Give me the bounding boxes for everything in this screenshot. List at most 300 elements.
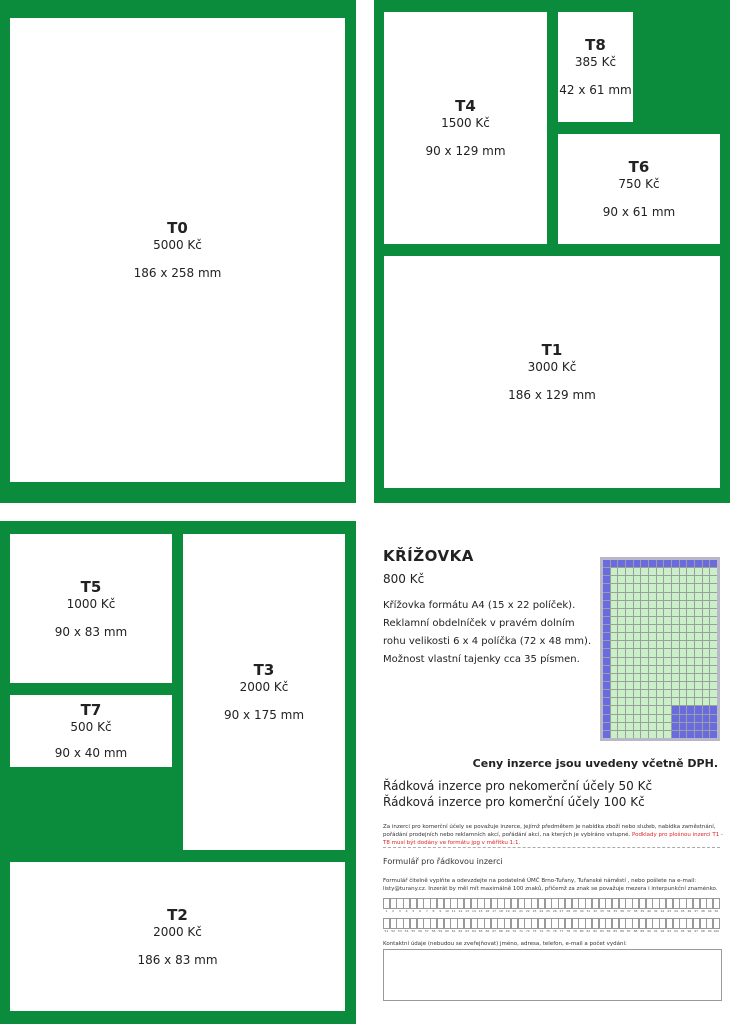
- crossword-cell: [680, 641, 687, 648]
- char-cell-number: 20: [512, 909, 517, 913]
- char-cell-number: 57: [424, 929, 429, 933]
- crossword-cell: [695, 690, 702, 697]
- crossword-cell: [634, 576, 641, 583]
- crossword-cell: [618, 617, 625, 624]
- char-cell-number: 77: [559, 929, 564, 933]
- crossword-cell: [603, 649, 610, 656]
- crossword-cell: [672, 674, 679, 681]
- crossword-cell: [649, 560, 656, 567]
- crossword-cell: [603, 625, 610, 632]
- ad-box-t0: [10, 18, 345, 482]
- crossword-cell: [695, 641, 702, 648]
- crossword-cell: [634, 641, 641, 648]
- contact-details-field[interactable]: [383, 949, 722, 1001]
- crossword-cell: [603, 633, 610, 640]
- crossword-cell: [680, 593, 687, 600]
- crossword-cell: [695, 633, 702, 640]
- char-cell-number: 97: [694, 929, 699, 933]
- ad-box-t6: [558, 134, 720, 244]
- crossword-cell: [657, 649, 664, 656]
- ad-size: 90 x 61 mm: [602, 205, 676, 219]
- crossword-cell: [626, 690, 633, 697]
- crossword-cell: [672, 715, 679, 722]
- crossword-cell: [649, 715, 656, 722]
- divider: [383, 847, 720, 848]
- crossword-cell: [641, 690, 648, 697]
- ad-box-t8: [558, 12, 633, 122]
- char-cell-number: 34: [606, 909, 611, 913]
- char-cell-number: 40: [647, 909, 651, 913]
- char-cell-number: 80: [579, 929, 584, 933]
- crossword-cell: [634, 731, 641, 738]
- crossword-cell: [634, 715, 641, 722]
- crossword-cell: [618, 674, 625, 681]
- crossword-cell: [634, 617, 641, 624]
- char-cell-number: 93: [667, 929, 672, 933]
- char-cell-number: 82: [593, 929, 598, 933]
- crossword-cell: [611, 601, 618, 608]
- form-instructions: Formulář čitelně vyplňte a odevzdejte na podatelně ÚMČ Brno-Tuřany, Tuřanské náměstí , nebo pošlete na e-mail: listy@turany.cz. Inzerát by měl mít maximálně 100 znaků, přičemž za znak se považuje mezera i interpunkční znaménko.: [383, 878, 718, 892]
- crossword-cell: [618, 731, 625, 738]
- crossword-cell: [657, 682, 664, 689]
- crossword-cell: [710, 690, 717, 697]
- crossword-cell: [641, 715, 648, 722]
- crossword-cell: [618, 649, 625, 656]
- char-cell-number: 99: [707, 929, 712, 933]
- form-title: Formulář pro řádkovou inzerci: [383, 857, 503, 866]
- char-cell-number: 22: [525, 909, 530, 913]
- char-cell-number: 18: [498, 909, 503, 913]
- crossword-cell: [649, 731, 656, 738]
- crossword-cell: [641, 674, 648, 681]
- crossword-cell: [695, 674, 702, 681]
- char-cell-number: 35: [613, 909, 618, 913]
- crossword-cell: [664, 731, 671, 738]
- crossword-cell: [672, 584, 679, 591]
- crossword-cell: [664, 649, 671, 656]
- crossword-cell: [703, 560, 710, 567]
- ad-size: 186 x 258 mm: [133, 266, 222, 280]
- char-cell-number: 45: [680, 909, 685, 913]
- crossword-cell: [687, 593, 694, 600]
- crossword-cell: [657, 625, 664, 632]
- crossword-cell: [703, 576, 710, 583]
- crossword-cell: [664, 625, 671, 632]
- char-cell-number: 84: [606, 929, 611, 933]
- crossword-cell: [695, 584, 702, 591]
- char-cell-number: 83: [599, 929, 604, 933]
- char-cell-number: 31: [586, 909, 591, 913]
- char-cell-number: 71: [519, 929, 523, 933]
- crossword-cell: [672, 649, 679, 656]
- crossword-cell: [626, 601, 633, 608]
- crossword-cell: [710, 658, 717, 665]
- crossword-cell: [618, 601, 625, 608]
- crossword-cell: [603, 698, 610, 705]
- char-cell-number: 70: [512, 929, 517, 933]
- char-cell-number: 46: [687, 909, 692, 913]
- crossword-cell: [634, 690, 641, 697]
- crossword-cell: [710, 731, 717, 738]
- ad-size: 42 x 61 mm: [559, 83, 632, 97]
- crossword-cell: [687, 560, 694, 567]
- crossword-cell: [664, 674, 671, 681]
- crossword-cell: [695, 593, 702, 600]
- crossword-cell: [695, 649, 702, 656]
- crossword-cell: [672, 601, 679, 608]
- crossword-cell: [626, 625, 633, 632]
- crossword-cell: [664, 682, 671, 689]
- crossword-cell: [603, 706, 610, 713]
- crossword-cell: [626, 706, 633, 713]
- crossword-cell: [672, 690, 679, 697]
- crossword-cell: [657, 658, 664, 665]
- crossword-cell: [680, 633, 687, 640]
- crossword-cell: [687, 641, 694, 648]
- crossword-cell: [703, 706, 710, 713]
- ad-text-cells-row-1[interactable]: [383, 898, 720, 908]
- crossword-cell: [649, 682, 656, 689]
- vat-note: Ceny inzerce jsou uvedeny včetně DPH.: [472, 757, 718, 770]
- crossword-cell: [695, 723, 702, 730]
- char-cell-number: 33: [599, 909, 604, 913]
- crossword-cell: [641, 601, 648, 608]
- crossword-cell: [680, 649, 687, 656]
- ad-code: T4: [455, 97, 476, 115]
- ad-price: 1500 Kč: [441, 116, 490, 130]
- crossword-cell: [695, 576, 702, 583]
- char-cell-number: 56: [418, 929, 422, 933]
- crossword-cell: [680, 609, 687, 616]
- char-cell-number: 27: [559, 909, 564, 913]
- ad-code: T1: [541, 341, 563, 359]
- crossword-cell: [664, 593, 671, 600]
- crossword-cell: [664, 609, 671, 616]
- ad-price: 385 Kč: [574, 55, 617, 69]
- crossword-cell: [611, 641, 618, 648]
- crossword-cell: [672, 666, 679, 673]
- crossword-cell: [664, 568, 671, 575]
- crossword-cell: [603, 601, 610, 608]
- char-cell-number: 98: [700, 929, 705, 933]
- crossword-cell: [611, 617, 618, 624]
- ad-size: 90 x 40 mm: [54, 746, 128, 760]
- char-cell-number: 60: [445, 929, 449, 933]
- crossword-cell: [634, 674, 641, 681]
- crossword-cell: [687, 674, 694, 681]
- char-cell-number: 6: [419, 909, 421, 913]
- crossword-cell: [664, 584, 671, 591]
- crossword-cell: [634, 625, 641, 632]
- crossword-cell: [672, 625, 679, 632]
- crossword-cell: [664, 633, 671, 640]
- crossword-cell: [641, 731, 648, 738]
- char-cell-number: 41: [653, 909, 658, 913]
- crossword-cell: [672, 576, 679, 583]
- crossword-cell: [649, 593, 656, 600]
- cell-numbers-row-1: [383, 909, 720, 913]
- char-cell-number: 25: [546, 909, 550, 913]
- crossword-cell: [611, 666, 618, 673]
- char-cell-number: 14: [472, 909, 476, 913]
- char-cell-number: 79: [573, 929, 577, 933]
- crossword-cell: [710, 617, 717, 624]
- commercial-definition: [383, 823, 723, 847]
- crossword-cell: [703, 593, 710, 600]
- crossword-cell: [618, 723, 625, 730]
- char-cell-number: 72: [525, 929, 530, 933]
- crossword-cell: [695, 609, 702, 616]
- crossword-cell: [618, 568, 625, 575]
- char-cell-number: 48: [700, 909, 705, 913]
- crossword-cell: [703, 698, 710, 705]
- ad-price: 500 Kč: [70, 720, 112, 734]
- crossword-cell: [672, 633, 679, 640]
- crossword-cell: [618, 584, 625, 591]
- crossword-cell: [664, 706, 671, 713]
- commercial-definition-text: Za inzerci pro komerční účely se považuje inzerce, jejímž předmětem je nabídka zboží nebo služeb, nabídka zaměstnání, pořádání prodejních nebo reklamních akcí, pořádání akcí, na kterých je vybíráno vstupné.: [383, 824, 716, 838]
- crossword-cell: [710, 698, 717, 705]
- crossword-cell: [634, 609, 641, 616]
- crossword-cell: [603, 674, 610, 681]
- char-cell-number: 37: [626, 909, 631, 913]
- crossword-cell: [657, 706, 664, 713]
- crossword-cell: [657, 666, 664, 673]
- crossword-cell: [672, 617, 679, 624]
- crossword-cell: [641, 633, 648, 640]
- char-cell-number: 42: [660, 909, 665, 913]
- crossword-cell: [603, 682, 610, 689]
- char-cell-number: 75: [546, 929, 550, 933]
- crossword-cell: [657, 617, 664, 624]
- crossword-cell: [664, 666, 671, 673]
- crossword-cell: [680, 601, 687, 608]
- crossword-cell: [710, 609, 717, 616]
- crossword-cell: [687, 706, 694, 713]
- char-cell-number: 49: [707, 909, 712, 913]
- ad-price: 750 Kč: [618, 177, 660, 191]
- crossword-cell: [649, 666, 656, 673]
- crossword-cell: [657, 723, 664, 730]
- crossword-cell: [611, 731, 618, 738]
- crossword-cell: [603, 609, 610, 616]
- char-cell-number: 36: [620, 909, 624, 913]
- crossword-cell: [710, 625, 717, 632]
- crossword-cell: [672, 593, 679, 600]
- crossword-cell: [657, 601, 664, 608]
- char-cell-number: 44: [674, 909, 678, 913]
- crossword-cell: [603, 715, 610, 722]
- crossword-cell: [611, 568, 618, 575]
- crossword-cell: [695, 617, 702, 624]
- ad-box-t7: [10, 695, 172, 767]
- crossword-cell: [703, 723, 710, 730]
- crossword-cell: [687, 601, 694, 608]
- crossword-cell: [687, 568, 694, 575]
- ad-price: 5000 Kč: [153, 238, 202, 252]
- crossword-cell: [641, 576, 648, 583]
- char-cell-number: 39: [640, 909, 645, 913]
- char-cell-number: 19: [505, 909, 510, 913]
- char-cell-number: 90: [647, 929, 651, 933]
- ad-size: 90 x 175 mm: [223, 708, 305, 722]
- crossword-cell: [687, 576, 694, 583]
- crossword-cell: [641, 682, 648, 689]
- char-cell-number: 63: [465, 929, 470, 933]
- crossword-cell: [626, 568, 633, 575]
- crossword-cell: [672, 658, 679, 665]
- crossword-cell: [680, 617, 687, 624]
- crossword-cell: [680, 584, 687, 591]
- char-cell-number: 21: [519, 909, 523, 913]
- crossword-cell: [657, 633, 664, 640]
- crossword-cell: [680, 666, 687, 673]
- char-cell-number: 58: [431, 929, 436, 933]
- line-ad-commercial: Řádková inzerce pro komerční účely 100 Kč: [383, 795, 645, 809]
- crossword-cell: [649, 568, 656, 575]
- crossword-cell: [687, 690, 694, 697]
- char-cell-number: 78: [566, 929, 571, 933]
- crossword-cell: [664, 601, 671, 608]
- crossword-cell: [710, 576, 717, 583]
- crossword-cell: [687, 731, 694, 738]
- crossword-cell: [680, 682, 687, 689]
- char-cell-number: 66: [485, 929, 490, 933]
- ad-code: T2: [167, 905, 188, 924]
- crossword-cell: [672, 609, 679, 616]
- ad-box-t5: [10, 534, 172, 683]
- crossword-cell: [657, 641, 664, 648]
- crossword-cell: [611, 649, 618, 656]
- crossword-cell: [710, 666, 717, 673]
- crossword-cell: [703, 568, 710, 575]
- crossword-cell: [657, 568, 664, 575]
- char-cell-number: 32: [593, 909, 598, 913]
- char-cell-number: 8: [432, 909, 435, 913]
- char-cell-number: 61: [451, 929, 456, 933]
- ad-code: T7: [80, 701, 102, 719]
- char-cell-number: 13: [465, 909, 470, 913]
- crossword-cell: [664, 560, 671, 567]
- crossword-cell: [672, 568, 679, 575]
- char-cell-number: 65: [478, 929, 483, 933]
- crossword-grid: [603, 560, 717, 738]
- crossword-cell: [695, 568, 702, 575]
- crossword-cell: [710, 706, 717, 713]
- ad-size: 186 x 83 mm: [137, 952, 218, 967]
- crossword-cell: [687, 715, 694, 722]
- crossword-cell: [626, 715, 633, 722]
- char-cell-number: 59: [438, 929, 443, 933]
- crossword-cell: [611, 658, 618, 665]
- char-cell-number: 76: [552, 929, 557, 933]
- crossword-cell: [603, 690, 610, 697]
- crossword-cell: [664, 641, 671, 648]
- crossword-cell: [641, 584, 648, 591]
- crossword-cell: [703, 625, 710, 632]
- char-cell-number: 51: [384, 929, 389, 933]
- crossword-cell: [710, 649, 717, 656]
- crossword-cell: [626, 666, 633, 673]
- char-cell-number: 43: [667, 909, 672, 913]
- crossword-cell: [657, 715, 664, 722]
- crossword-cell: [649, 617, 656, 624]
- ad-price: 2000 Kč: [239, 680, 289, 694]
- crossword-cell: [687, 649, 694, 656]
- crossword-cell: [649, 706, 656, 713]
- crossword-cell: [618, 593, 625, 600]
- crossword-cell: [641, 593, 648, 600]
- char-cell-number: 23: [532, 909, 537, 913]
- ad-size: 90 x 129 mm: [425, 144, 506, 158]
- crossword-cell: [603, 731, 610, 738]
- crossword-cell: [634, 706, 641, 713]
- crossword-cell: [649, 674, 656, 681]
- char-cell-number: 52: [391, 929, 396, 933]
- ad-price: 1000 Kč: [66, 596, 116, 611]
- crossword-cell: [634, 666, 641, 673]
- char-cell[interactable]: [713, 918, 720, 929]
- char-cell-number: 1: [385, 909, 388, 913]
- char-cell-number: 95: [680, 929, 685, 933]
- char-cell-number: 12: [458, 909, 463, 913]
- char-cell-number: 85: [613, 929, 618, 933]
- crossword-cell: [672, 641, 679, 648]
- crossword-cell: [710, 723, 717, 730]
- crossword-cell: [618, 633, 625, 640]
- char-cell-number: 38: [633, 909, 638, 913]
- crossword-cell: [649, 698, 656, 705]
- crossword-cell: [680, 625, 687, 632]
- crossword-cell: [649, 641, 656, 648]
- crossword-cell: [603, 617, 610, 624]
- crossword-cell: [695, 682, 702, 689]
- char-cell[interactable]: [713, 898, 720, 909]
- char-cell-number: 15: [478, 909, 483, 913]
- crossword-cell: [611, 633, 618, 640]
- crossword-cell: [641, 625, 648, 632]
- crossword-cell: [710, 682, 717, 689]
- crossword-cell: [664, 690, 671, 697]
- crossword-cell: [618, 682, 625, 689]
- crossword-cell: [680, 568, 687, 575]
- crossword-cell: [672, 731, 679, 738]
- char-cell-number: 10: [445, 909, 449, 913]
- char-cell-number: 5: [412, 909, 415, 913]
- crossword-cell: [603, 560, 610, 567]
- crossword-cell: [710, 715, 717, 722]
- crossword-cell: [626, 609, 633, 616]
- crossword-cell: [710, 560, 717, 567]
- crossword-cell: [603, 666, 610, 673]
- crossword-cell: [687, 698, 694, 705]
- crossword-cell: [618, 666, 625, 673]
- crossword-cell: [657, 584, 664, 591]
- ad-text-cells-row-2[interactable]: [383, 918, 720, 928]
- crossword-cell: [611, 682, 618, 689]
- crossword-cell: [618, 625, 625, 632]
- crossword-cell: [641, 666, 648, 673]
- crossword-cell: [687, 658, 694, 665]
- crossword-cell: [672, 560, 679, 567]
- char-cell-number: 55: [411, 929, 416, 933]
- ad-code: T0: [167, 219, 188, 237]
- crossword-cell: [687, 617, 694, 624]
- crossword-cell: [657, 674, 664, 681]
- crossword-cell: [664, 617, 671, 624]
- crossword-cell: [680, 723, 687, 730]
- char-cell-number: 64: [472, 929, 476, 933]
